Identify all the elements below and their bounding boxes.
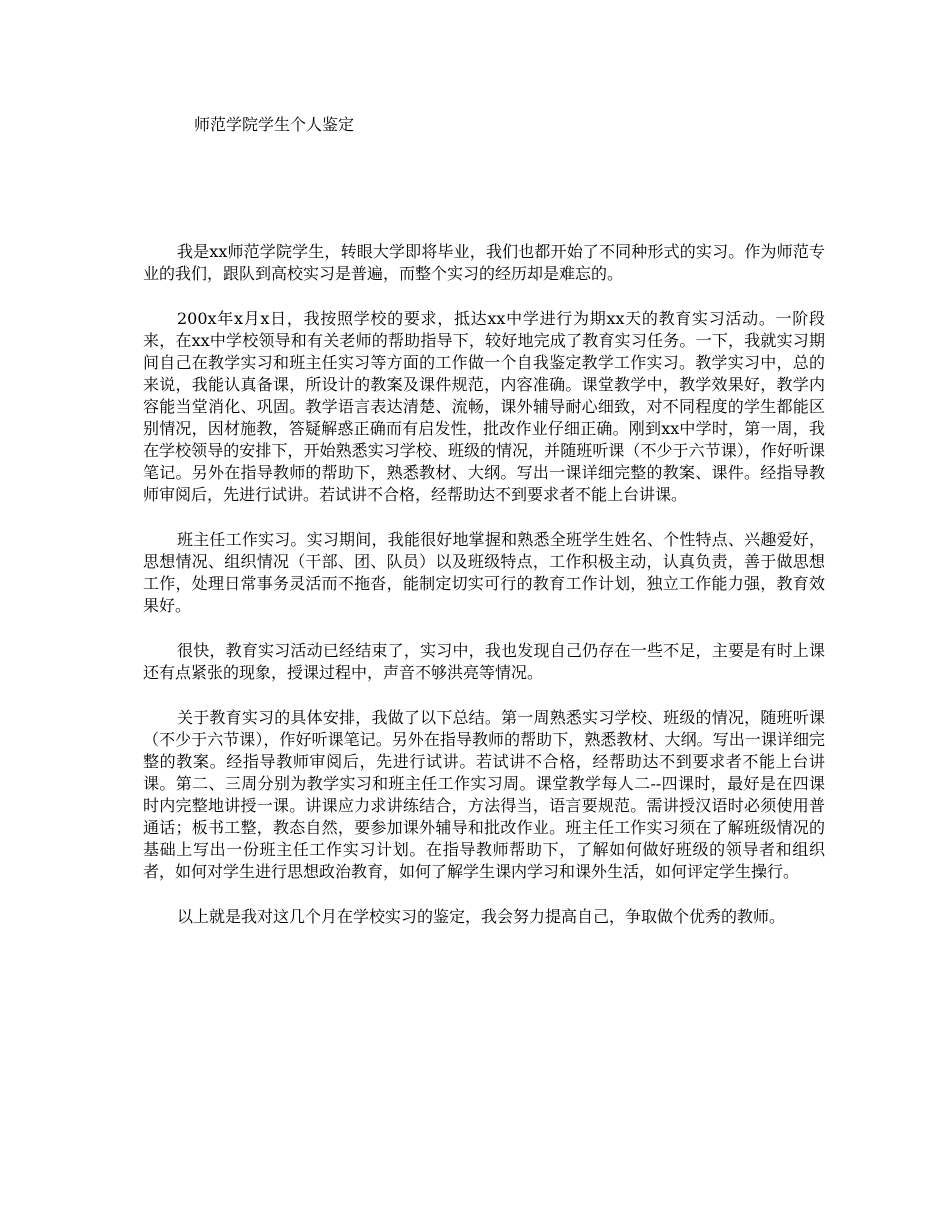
paragraph-conclusion: 以上就是我对这几个月在学校实习的鉴定，我会努力提高自己，争取做个优秀的教师。 bbox=[177, 907, 786, 926]
paragraph-shortcomings: 很快，教育实习活动已经结束了，实习中，我也发现自己仍存在一些不足，主要是有时上课还有点紧张的现象，授课过程中，声音不够洪亮等情况。 bbox=[143, 641, 825, 682]
document-body bbox=[143, 241, 825, 951]
paragraph-class-teacher-practice: 班主任工作实习。实习期间，我能很好地掌握和熟悉全班学生姓名、个性特点、兴趣爱好，思想情况、组织情况（干部、团、队员）以及班级特点，工作积极主动，认真负责，善于做思想工作，处理日常事务灵活而不拖沓，能制定切实可行的教育工作计划，独立工作能力强，教育效果好。 bbox=[143, 530, 825, 615]
document-title: 师范学院学生个人鉴定 bbox=[194, 115, 355, 134]
paragraph-arrangement-summary: 关于教育实习的具体安排，我做了以下总结。第一周熟悉实习学校、班级的情况，随班听课（不少于六节课），作好听课笔记。另外在指导教师的帮助下，熟悉教材、大纲。写出一课详细完整的教案。经指导教师审阅后，先进行试讲。若试讲不合格，经帮助达不到要求者不能上台讲课。第二、三周分别为教学实习和班主任工作实习周。课堂教学每人二--四课时，最好是在四课时内完整地讲授一课。讲课应力求讲练结合，方法得当，语言要规范。需讲授汉语时必须使用普通话；板书工整，教态自然，要参加课外辅导和批改作业。班主任工作实习须在了解班级情况的基础上写出一份班主任工作实习计划。在指导教师帮助下，了解如何做好班级的领导者和组织者，如何对学生进行思想政治教育，如何了解学生课内学习和课外生活，如何评定学生操行。 bbox=[143, 708, 825, 881]
paragraph-teaching-practice: 200x年x月x日，我按照学校的要求，抵达xx中学进行为期xx天的教育实习活动。一阶段来，在xx中学校领导和有关老师的帮助指导下，较好地完成了教育实习任务。一下，我就实习期间自己在教学实习和班主任实习等方面的工作做一个自我鉴定教学工作实习。教学实习中，总的来说，我能认真备课，所设计的教案及课件规范，内容准确。课堂教学中，教学效果好，教学内容能当堂消化、巩固。教学语言表达清楚、流畅，课外辅导耐心细致，对不同程度的学生都能区别情况，因材施教，答疑解惑正确而有启发性，批改作业仔细正确。刚到xx中学时，第一周，我在学校领导的安排下，开始熟悉实习学校、班级的情况，并随班听课（不少于六节课），作好听课笔记。另外在指导教师的帮助下，熟悉教材、大纲。写出一课详细完整的教案、课件。经指导教师审阅后，先进行试讲。若试讲不合格，经帮助达不到要求者不能上台讲课。 bbox=[143, 309, 825, 504]
paragraph-intro: 我是xx师范学院学生，转眼大学即将毕业，我们也都开始了不同种形式的实习。作为师范专业的我们，跟队到高校实习是普遍，而整个实习的经历却是难忘的。 bbox=[143, 242, 825, 283]
